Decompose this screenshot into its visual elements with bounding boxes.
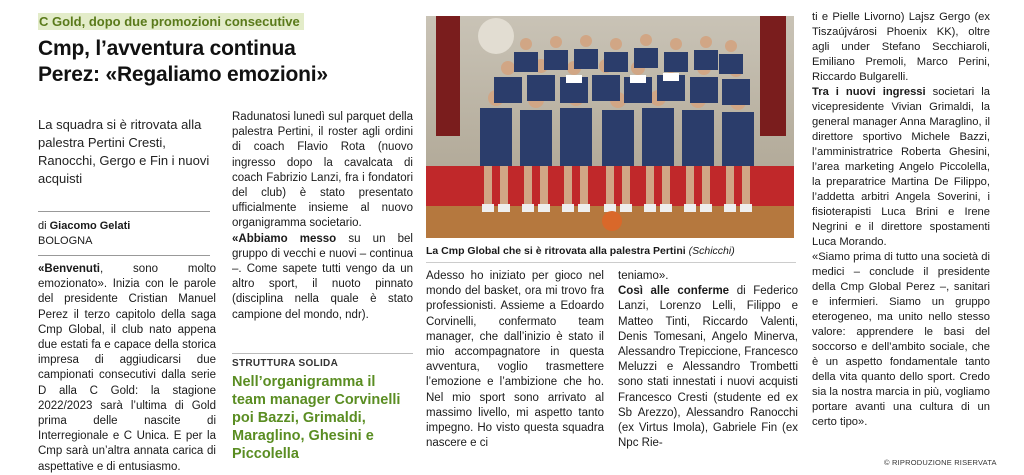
col2-p1: Radunatosi lunedì sul parquet della palestra Pertini, il roster agli ordini di coach Flavio Rota (nuovo ingresso dopo la cavalcata di coach Fabrizio Lanzi, fra i fondatori del club) è stato presentato ufficialmente insieme al nuovo organigramma societario. xyxy=(232,111,413,230)
col5-p3: «Siamo prima di tutto una società di medici – conclude il presidente della Cmp Global Perez –, sanitari e infermieri. Siamo un gruppo eterogeneo, ma unito nello stesso valore: apprendere le basi del soccorso e dell’ambito sociale, che è un aspetto fondamentale tanto della vita quanto dello sport. Credo sia la nostra marcia in più, vogliamo portare avanti una cultura di un certo tipo». xyxy=(812,251,990,428)
author: Giacomo Gelati xyxy=(49,220,131,232)
kicker-text: C Gold, dopo due promozioni consecutive xyxy=(38,13,304,30)
headline-line-2: Perez: «Regaliamo emozioni» xyxy=(38,63,328,86)
byline-rule-bottom xyxy=(38,255,210,256)
column-5 xyxy=(812,10,990,430)
column-3: Adesso ho iniziato per gioco nel mondo del basket, ora mi trovo fra professionisti. Assieme a Edoardo Corvinelli, confermato team manager, che dall’inizio è stato il mio accompagnatore in questa avventura, voglio trasmettere l’emozione e l’ambizione che ho. Nel mio sport sono arrivato al massimo livello, mi aspetto tanto impegno. Ho visto questa squadra nascere e ci xyxy=(426,270,604,450)
col5-p2: societari la vicepresidente Vivian Grimaldi, la general manager Anna Maraglino, il direttore sportivo Michele Bazzi, l’amministratrice Roberta Ghesini, l’area marketing Angelo Piccolella, la preparatrice Martina De Filippo, l’addetta arbitri Angela Soverini, i fisioterapisti Luca Brini e Irene Negrini e il direttore spostamenti Luca Morando. xyxy=(812,86,990,248)
byline-rule-top xyxy=(38,211,210,212)
column-1 xyxy=(38,262,216,475)
caption-text: La Cmp Global che si è ritrovata alla palestra Pertini xyxy=(426,245,686,257)
sidebar-label: STRUTTURA SOLIDA xyxy=(232,358,339,369)
col5-p1: ti e Pielle Livorno) Lajsz Gergo (ex Tiszaújvárosi Phoenix KK), oltre agli under Stefano Secchiaroli, Emiliano Premoli, Marco Perini, Riccardo Bulgarelli. xyxy=(812,11,990,83)
column-4 xyxy=(618,269,798,451)
col4-p2: di Federico Lanzi, Lorenzo Lelli, Filippo e Matteo Tinti, Riccardo Valenti, Denis Tomesani, Angelo Minerva, Alessandro Trepiccione, Francesco Meluzzi e Alessandro Trombetti sono stati innestati i nuovi acquisti Francesco Cresti (studente ed ex Sb Arezzo), Alessandro Ranocchi (ex Virtus Imola), Gabriele Fin (ex Npc Rie- xyxy=(618,285,798,450)
caption-rule xyxy=(426,262,796,263)
byline-location: BOLOGNA xyxy=(38,235,93,247)
deck: La squadra si è ritrovata alla palestra Pertini Cresti, Ranocchi, Gergo e Fin i nuovi acquisti xyxy=(38,117,210,186)
headline xyxy=(38,36,413,88)
col4-p1: teniamo». xyxy=(618,270,669,282)
col2-lead: «Abbiamo messo xyxy=(232,232,337,245)
col2-p2: su un bel gruppo di vecchi e nuovi – continua –. Come sapete tutti vengo da un altro sport, il nuoto pinnato (disciplina nella quale è stato campione del mondo, ndr). xyxy=(232,232,413,321)
col5-lead: Tra i nuovi ingressi xyxy=(812,86,926,98)
caption-credit: (Schicchi) xyxy=(688,245,735,257)
kicker xyxy=(38,12,408,32)
basketball-icon xyxy=(602,211,622,231)
headline-line-1: Cmp, l’avventura continua xyxy=(38,37,296,60)
copyright: © RIPRODUZIONE RISERVATA xyxy=(884,458,997,467)
sidebar-rule xyxy=(232,353,413,354)
column-2 xyxy=(232,110,413,323)
team-photo xyxy=(426,16,794,238)
byline xyxy=(38,219,213,249)
col4-lead: Così alle conferme xyxy=(618,285,730,298)
byline-prefix: di xyxy=(38,220,47,232)
sidebar-title: Nell’organigramma il team manager Corvinelli poi Bazzi, Grimaldi, Maraglino, Ghesini e Piccolella xyxy=(232,374,401,462)
team-photo-illustration xyxy=(426,16,794,238)
photo-caption xyxy=(426,244,796,258)
col1-text: , sono molto emozionato». Inizia con le parole del presidente Cristian Manuel Perez il terzo capitolo della saga Cmp Global, il club nato appena due estati fa e capace della storica impresa di aggiudicarsi due campionati consecutivi dalla serie D alla C Gold: la stagione 2022/2023 sarà l’ultima di Gold prima delle nascite di Interregionale e C Unica. E per la Cmp sarà un’altra annata carica di aspettative e di entusiasmo. xyxy=(38,263,216,473)
col1-lead: «Benvenuti xyxy=(38,263,100,275)
